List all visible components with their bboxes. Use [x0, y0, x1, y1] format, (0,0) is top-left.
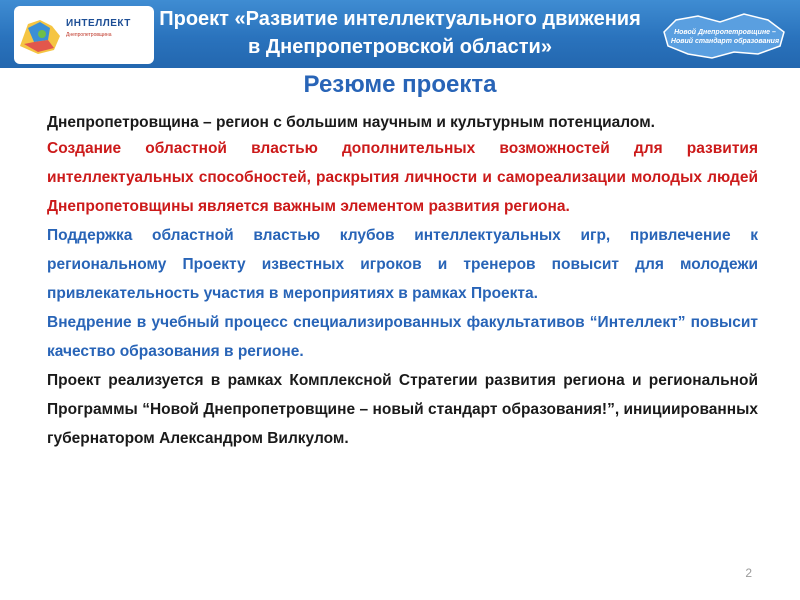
- region-standard-logo: [658, 6, 790, 64]
- intellect-logo-text: ИНТЕЛЛЕКТ: [66, 18, 131, 29]
- region-standard-logo-text: Новой Днепропетровщине – Новий стандарт образования: [670, 29, 780, 45]
- header-banner: [0, 0, 800, 68]
- paragraph-support-clubs: Поддержка областной властью клубов интеллектуальных игр, привлечение к региональному Проекту известных игроков и тренеров повысит для молодежи привлекательность участия в мероприятиях в рамках Проекта.: [47, 227, 758, 302]
- paragraph-electives: Внедрение в учебный процесс специализированных факультативов “Интеллект” повысит качество образования в регионе.: [47, 314, 758, 360]
- intellect-logo: [14, 6, 154, 64]
- page-title: Резюме проекта: [303, 71, 497, 98]
- page-number: 2: [745, 566, 752, 580]
- project-title-line1: Проект «Развитие интеллектуального движения: [159, 8, 641, 30]
- paragraph-strategy: Проект реализуется в рамках Комплексной Стратегии развития региона и региональной Программы “Новой Днепропетровщине – новый стандарт образования!”, инициированных губернатором Александром Вилкулом.: [47, 372, 758, 447]
- paragraph-region-potential: Днепропетровщина – регион с большим научным и культурным потенциалом.: [47, 114, 655, 131]
- paragraph-creation-opportunities: Создание областной властью дополнительных возможностей для развития интеллектуальных способностей, раскрытия личности и самореализации молодых людей Днепропетовщины является важным элементом развития региона.: [47, 140, 758, 215]
- summary-body: [47, 112, 758, 453]
- project-title: [150, 5, 650, 61]
- project-title-line2: в Днепропетровской области»: [248, 36, 552, 58]
- intellect-logo-subtext: Днепропетровщина: [66, 32, 112, 38]
